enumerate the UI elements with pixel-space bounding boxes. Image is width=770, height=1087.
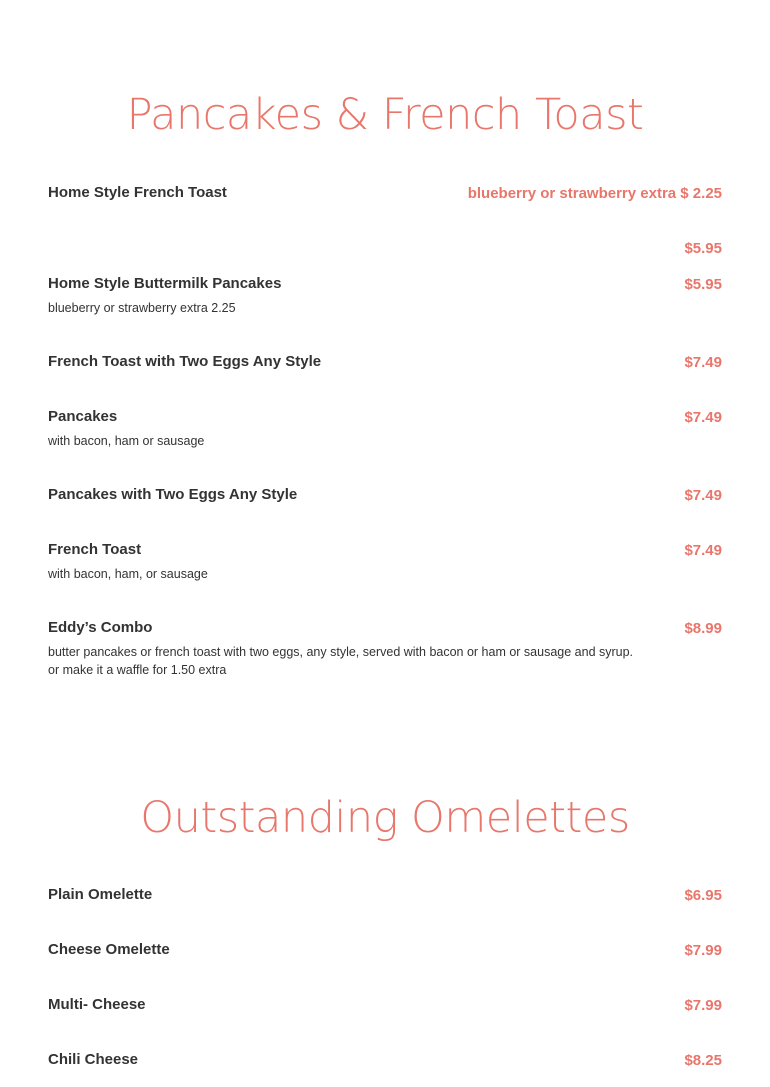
item-price: $5.95 bbox=[684, 276, 722, 293]
item-price: $6.95 bbox=[684, 887, 722, 904]
item-price: $7.99 bbox=[684, 997, 722, 1014]
item-name: French Toast bbox=[48, 541, 142, 558]
item-name: Home Style Buttermilk Pancakes bbox=[48, 275, 282, 292]
item-price: $7.49 bbox=[684, 487, 722, 504]
item-description: with bacon, ham or sausage bbox=[48, 434, 205, 448]
section-title-pancakes: Pancakes & French Toast bbox=[126, 90, 644, 140]
item-name: Plain Omelette bbox=[48, 886, 153, 903]
item-name: Pancakes bbox=[48, 408, 118, 425]
item-price: $7.49 bbox=[684, 409, 722, 426]
item-price: $7.99 bbox=[684, 942, 722, 959]
item-price: $7.49 bbox=[684, 542, 722, 559]
item-price: $8.99 bbox=[684, 620, 722, 637]
item-name: Cheese Omelette bbox=[48, 941, 170, 958]
item-name: Pancakes with Two Eggs Any Style bbox=[48, 486, 298, 503]
item-description: with bacon, ham, or sausage bbox=[48, 567, 208, 581]
item-name: Eddy’s Combo bbox=[48, 619, 153, 636]
item-name: Home Style French Toast bbox=[48, 184, 227, 201]
item-price: $7.49 bbox=[684, 354, 722, 371]
item-name: Multi- Cheese bbox=[48, 996, 146, 1013]
item-description: blueberry or strawberry extra 2.25 bbox=[48, 301, 236, 315]
item-name: French Toast with Two Eggs Any Style bbox=[48, 353, 322, 370]
item-name: Chili Cheese bbox=[48, 1051, 139, 1068]
item-price: $5.95 bbox=[684, 240, 722, 257]
section-title-omelettes: Outstanding Omelettes bbox=[140, 793, 630, 843]
item-price: blueberry or strawberry extra $ 2.25 bbox=[467, 185, 722, 202]
item-description: or make it a waffle for 1.50 extra bbox=[48, 663, 227, 677]
item-description: butter pancakes or french toast with two eggs, any style, served with bacon or ham or sausage and syrup. bbox=[48, 645, 634, 659]
item-price: $8.25 bbox=[684, 1052, 722, 1069]
